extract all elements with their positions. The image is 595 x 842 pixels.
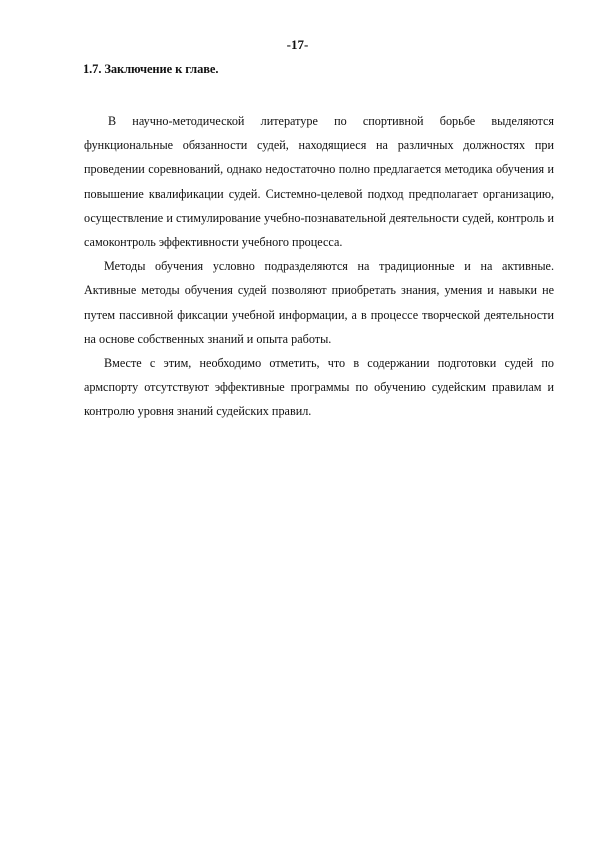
body-text — [84, 109, 554, 424]
paragraph-3: Вместе с этим, необходимо отметить, что в содержании подготовки судей по армспорту отсутствуют эффективные программы по обучению судейским правилам и контролю уровня знаний судейских правил. — [84, 356, 554, 419]
page-number: -17- — [286, 37, 309, 52]
paragraph-2: Методы обучения условно подразделяются на традиционные и на активные. Активные методы обучения судей позволяют приобретать знания, умения и навыки не путем пассивной фиксации учебной информации, а в процессе творческой деятельности на основе собственных знаний и опыта работы. — [84, 259, 554, 346]
paragraph-1: В научно-методической литературе по спортивной борьбе выделяются функциональные обязанности судей, находящиеся на различных должностях при проведении соревнований, однако недостаточно полно предлагается методика обучения и повышение квалификации судей. Системно-целевой подход предполагает организацию, осуществление и стимулирование учебно-познавательной деятельности судей, контроль и самоконтроль эффективности учебного процесса. — [84, 114, 554, 250]
section-heading: 1.7. Заключение к главе. — [83, 62, 219, 76]
